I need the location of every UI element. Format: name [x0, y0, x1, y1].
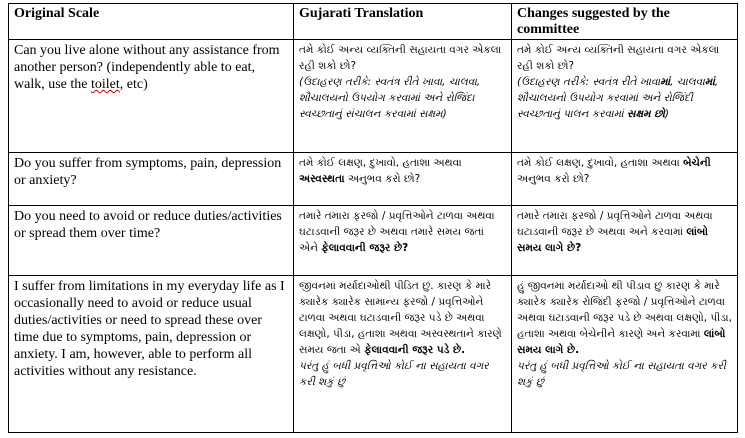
gujarati-item-3: તમારે તમારા ફરજો / પ્રવૃત્તિઓને ટાળવા અથવા ઘટાડવાની જરૂર છે અથવા તમારે સમય જતાં એને ફેલાવવાની જરૂર છે? — [294, 206, 512, 276]
gujarati-item-2: તમે કોઈ લક્ષણ, દુખાવો, હતાશા અથવા અસ્વસ્થતા અનુભવ કરો છો? — [294, 153, 512, 206]
header-original-scale: Original Scale — [9, 4, 294, 40]
changes-item-1-example: (ઉદાહરણ તરીકે: સ્વતંત્ર રીતે ખાવામાં, ચાલવામાં, શૌચાલયનો ઉપયોગ કરવામાં અને રોજિંદી સ્વચ્છતાનું પાલન કરવામાં સક્ષમ છો) — [517, 76, 719, 120]
original-item-2: Do you suffer from symptoms, pain, depression or anxiety? — [9, 153, 294, 206]
spellcheck-underlined-word: toilet — [90, 77, 120, 92]
changes-item-4: હું જીવનમાં મર્યાદાઓ થી પીડાવ છું કારણ કે મારે ક્યારેક ક્યારેક રોજિંદી ફરજો / પ્રવૃત્તિઓને ટાળવા અથવા ઘટાડવાની જરૂર પડે છે અથવા લક્ષણો, પીડા, હતાશા અથવા બેચેનીને કારણે અને કરવામાં લાંબો સમય લાગે છે. પરંતુ હું બધી પ્રવૃત્તિઓ કોઈ ના સહાયતા વગર કરી શકું છું — [512, 276, 738, 433]
original-item-3: Do you need to avoid or reduce duties/activities or spread them over time? — [9, 206, 294, 276]
header-gujarati-translation: Gujarati Translation — [294, 4, 512, 40]
changes-item-1: તમે કોઈ અન્ય વ્યક્તિની સહાયતા વગર એકલા રહી શકો છો? (ઉદાહરણ તરીકે: સ્વતંત્ર રીતે ખાવામાં, ચાલવામાં, શૌચાલયનો ઉપયોગ કરવામાં અને રોજિંદી સ્વચ્છતાનું પાલન કરવામાં સક્ષમ છો) — [512, 40, 738, 153]
table-row — [9, 153, 738, 206]
table-header-row — [9, 4, 738, 40]
gujarati-item-4: જીવનમાં મર્યાદાઓથી પીડિત છું. કારણ કે મારે ક્યારેક ક્યારેક સામાન્ય ફરજો / પ્રવૃત્તિઓને ટાળવા અથવા ઘટાડવાની જરૂર પડે છે અથવા લક્ષણો, પીડા, હતાશા અથવા અસ્વસ્થતાને કારણે સમય જતા એ ફેલાવવાની જરૂર પડે છે. પરંતુ હું બધી પ્રવૃત્તિઓ કોઈ ના સહાયતા વગર કરી શકું છું — [294, 276, 512, 433]
gujarati-item-1: તમે કોઈ અન્ય વ્યક્તિની સહાયતા વગર એકલા રહી શકો છો? (ઉદાહરણ તરીકે: સ્વતંત્ર રીતે ખાવા, ચાલવા, શૌચાલયનો ઉપયોગ કરવામાં અને રોજિંદા સ્વચ્છતાનું સંચાલન કરવામાં સક્ષમ) — [294, 40, 512, 153]
table-row — [9, 206, 738, 276]
gujarati-item-1-example: (ઉદાહરણ તરીકે: સ્વતંત્ર રીતે ખાવા, ચાલવા, શૌચાલયનો ઉપયોગ કરવામાં અને રોજિંદા સ્વચ્છતાનું સંચાલન કરવામાં સક્ષમ) — [299, 76, 481, 120]
changes-item-3: તમારે તમારા ફરજો / પ્રવૃત્તિઓને ટાળવા અથવા ઘટાડવાની જરૂર છે અથવા અને કરવામાં લાંબો સમય લાગે છે? — [512, 206, 738, 276]
original-item-1: Can you live alone without any assistance from another person? (independently able to eat, walk, use the toilet, etc) — [9, 40, 294, 153]
table-row — [9, 276, 738, 433]
translation-comparison-table — [8, 3, 738, 433]
original-item-4: I suffer from limitations in my everyday life as I occasionally need to avoid or reduce usual duties/activities or need to spread these over time due to symptoms, pain, depression or anxiety. I am, however, able to perform all activities without any resistance. — [9, 276, 294, 433]
table-row — [9, 40, 738, 153]
header-committee-changes: Changes suggested by the committee — [512, 4, 738, 40]
changes-item-2: તમે કોઈ લક્ષણ, દુખાવો, હતાશા અથવા બેચેની અનુભવ કરો છો? — [512, 153, 738, 206]
